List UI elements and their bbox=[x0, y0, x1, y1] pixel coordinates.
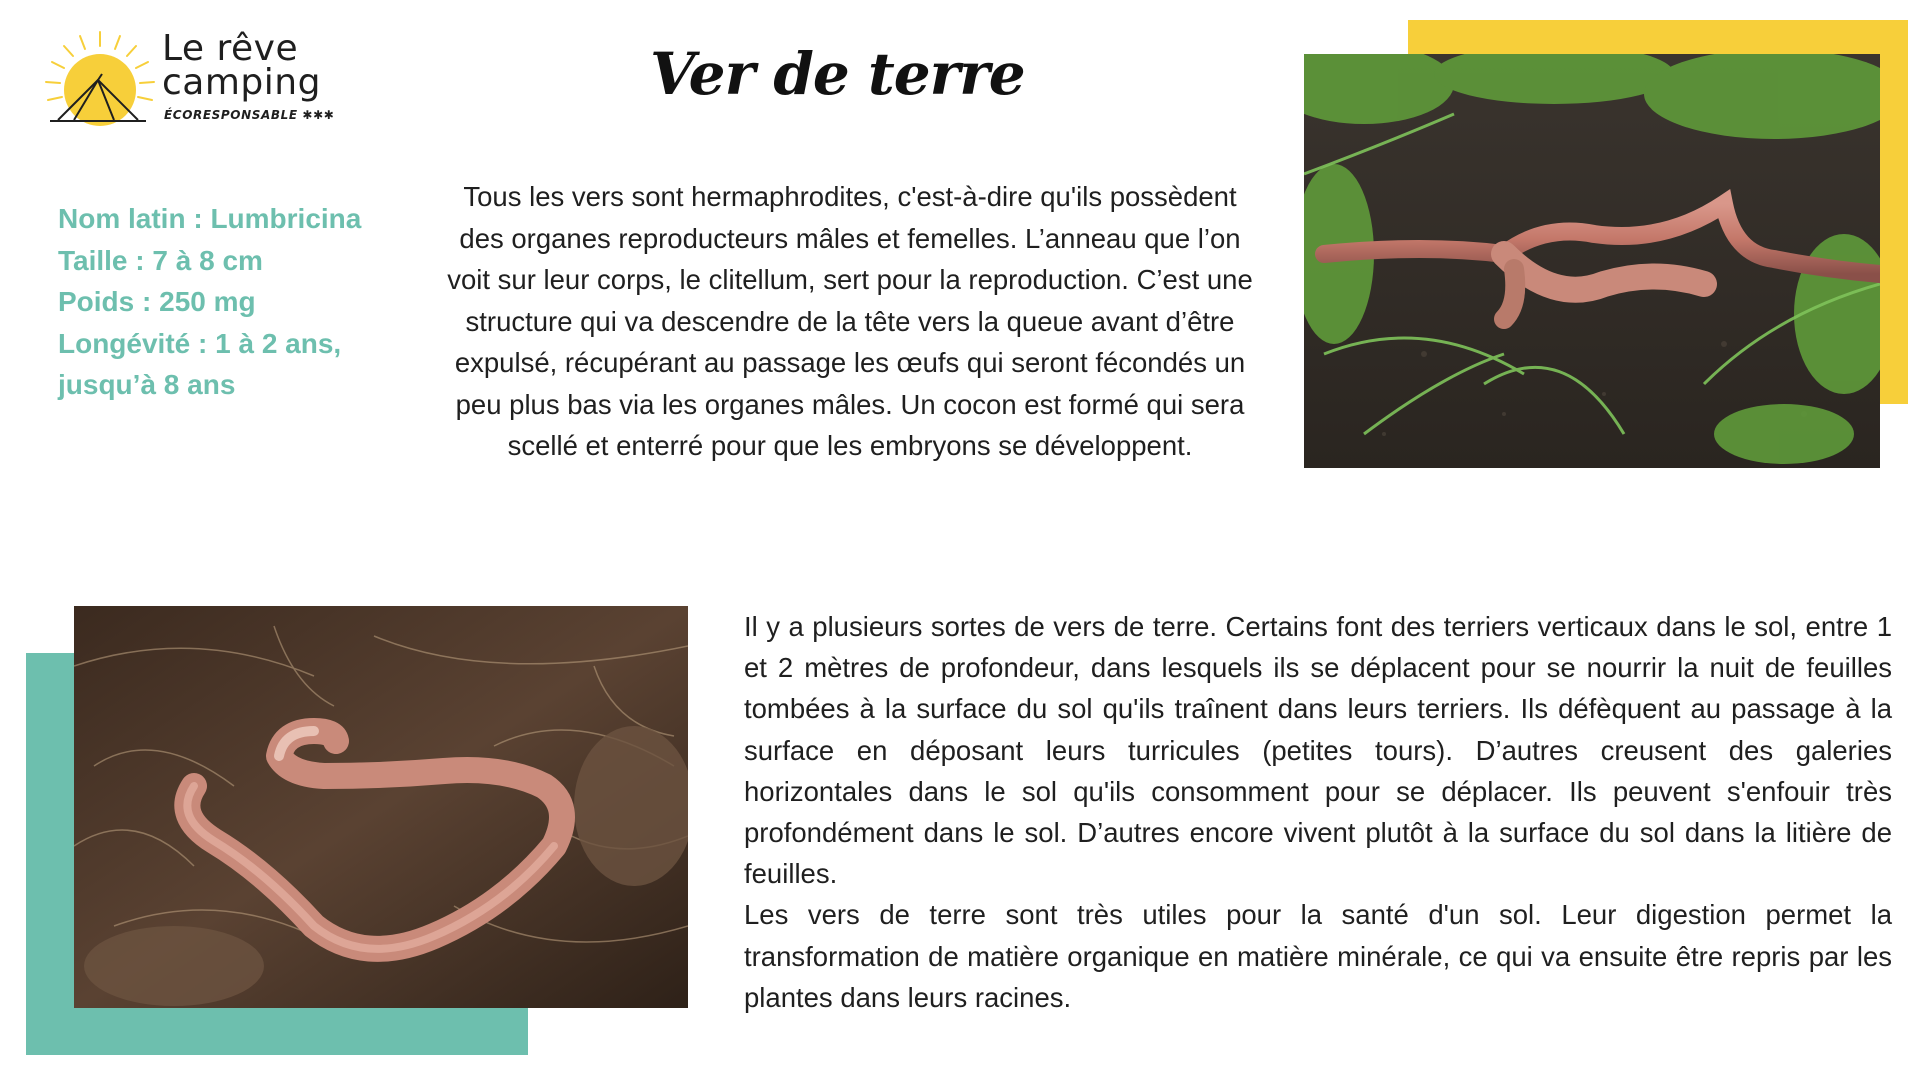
intro-paragraph: Tous les vers sont hermaphrodites, c'est-à-dire qu'ils possèdent des organes reproducteurs mâles et femelles. L’anneau que l’on voit sur leur corps, le clitellum, sert pour la reproduction. C’est une structure qui va descendre de la tête vers la queue avant d’être expulsé, récupérant au passage les œufs qui seront fécondés un peu plus bas via les organes mâles. Un cocon est formé qui sera scellé et enterré pour que les embryons se développent. bbox=[447, 181, 1253, 461]
logo bbox=[40, 28, 360, 138]
fact-weight: Poids : 250 mg bbox=[58, 286, 256, 317]
brand-tagline: ÉCORESPONSABLE ✱✱✱ bbox=[164, 108, 335, 122]
fact-size: Taille : 7 à 8 cm bbox=[58, 244, 263, 276]
facts-list bbox=[58, 198, 418, 406]
fact-latin-name: Nom latin : Lumbricina bbox=[58, 203, 362, 234]
body-paragraph-1: Il y a plusieurs sortes de vers de terre. Certains font des terriers verticaux dans le sol, entre 1 et 2 mètres de profondeur, dans lesquels ils se déplacent pour se nourrir la nuit de feuilles tombées à la surface du sol qu'ils traînent dans leurs terriers. Ils défèquent au passage à la surface en déposant leurs turricules (petites tours). D’autres creusent des galeries horizontales dans le sol qu'ils consomment pour se déplacer. Ils peuvent s'enfouir très profondément dans le sol. D’autres encore vivent plutôt à la surface du sol dans la litière de feuilles. bbox=[744, 611, 1892, 890]
page-title: Ver de terre bbox=[650, 40, 1025, 108]
brand-name-line1: Le rêve bbox=[162, 28, 299, 69]
brand-name-line2: camping bbox=[162, 62, 321, 103]
fact-longevity-line2: jusqu’à 8 ans bbox=[58, 369, 236, 400]
body-paragraph-2: Les vers de terre sont très utiles pour la santé d'un sol. Leur digestion permet la transformation de matière organique en matière minérale, ce qui va ensuite être repris par les plantes dans leurs racines. bbox=[744, 899, 1892, 1013]
body-text bbox=[744, 606, 1892, 1018]
earthworm-photo-grass bbox=[1304, 54, 1880, 468]
fact-longevity-line1: Longévité : 1 à 2 ans, bbox=[58, 327, 342, 359]
earthworm-photo-soil bbox=[74, 606, 688, 1008]
sun-tent-logo-icon bbox=[40, 28, 160, 128]
